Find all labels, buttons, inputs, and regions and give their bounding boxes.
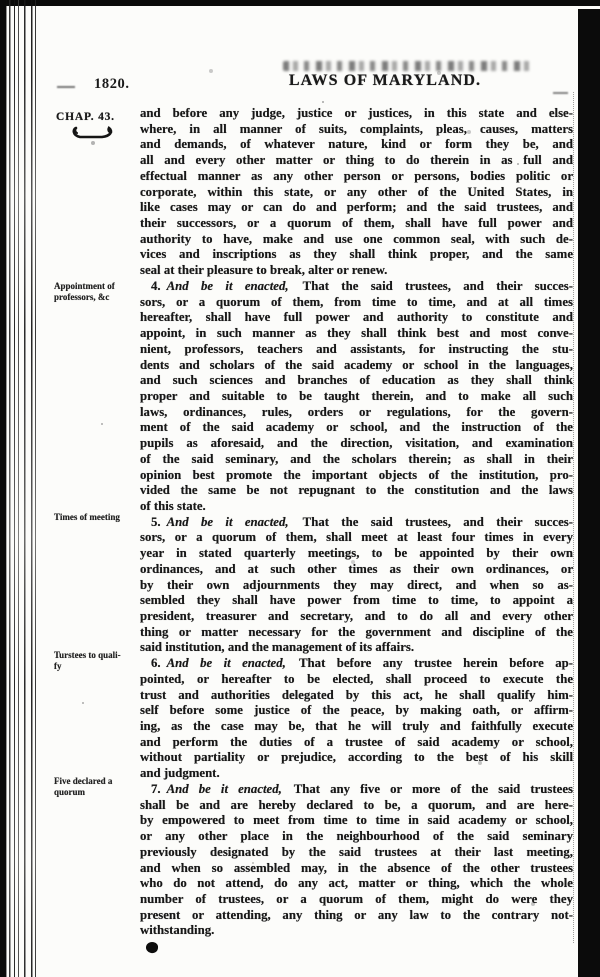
- text-line: proper and suitable to be taught therein, and to make all such: [140, 388, 573, 403]
- text-line: president, treasurer and secretary, and to do all and every other: [140, 609, 573, 623]
- text-line: by their own adjournments they may direct, and when so as-: [140, 577, 573, 592]
- text-line: and perform the duties of a trustee of said academy or school,: [140, 734, 573, 749]
- margin-note-appointment-of-professors: [54, 281, 144, 302]
- text-line: and such sciences and branches of education as they shall think: [140, 373, 573, 388]
- margin-note-line: quorum: [54, 786, 86, 797]
- margin-note-line: professors, &c: [54, 291, 110, 302]
- enacting-clause: And be it enacted,: [166, 656, 286, 671]
- text-line: and before any judge, justice or justices, in this state and else-: [140, 106, 573, 120]
- paragraph-last-line: said institution, and the management of its affairs.: [140, 640, 415, 655]
- section-number: 5.: [151, 514, 161, 529]
- margin-note-trustees-to-qualify: [54, 650, 144, 671]
- text-line: without partiality or prejudice, according to the best of his skill: [140, 750, 573, 765]
- ink-bleed-smudge: [283, 61, 530, 71]
- text-line: hereafter, shall have full power and authority to constitute and: [140, 310, 573, 325]
- statute-text-column: [140, 106, 573, 939]
- statute-section-6: [140, 656, 573, 782]
- text-line: vided the same be not repugnant to the constitution and the laws: [140, 483, 573, 498]
- page-year: 1820.: [94, 76, 130, 92]
- margin-note-five-declared-quorum: [54, 776, 144, 797]
- text-line: self before some justice of the peace, by making oath, or affirm-: [140, 703, 573, 718]
- margin-note-line: Five declared a: [54, 776, 113, 786]
- text-line: vices and inscriptions as they shall think proper, and the same: [140, 247, 573, 262]
- text-line: sors, or a quorum of them, from time to time, and at all times: [140, 294, 573, 309]
- scan-edge-right: [578, 9, 600, 977]
- text-line: sors, or a quorum of them, shall meet at least four times in every: [140, 530, 573, 545]
- paragraph-lines: [140, 530, 573, 640]
- statute-continuation-paragraph: [140, 106, 573, 279]
- text-line: all and every other matter or thing to do therein in as full and: [140, 153, 573, 168]
- text-line: ing, as the case may be, that he will truly and faithfully execute: [140, 719, 573, 734]
- scan-binding-streaks: [5, 0, 36, 977]
- paragraph-lines: [140, 295, 573, 499]
- text-line: year in stated quarterly meetings, to be appointed by their own: [140, 546, 573, 561]
- paragraph-last-line: of this state.: [140, 498, 206, 513]
- text-line: previously designated by the said trustees at their last meeting,: [140, 844, 573, 859]
- text-line: present or attending, any thing or any law to the contrary not-: [140, 907, 573, 922]
- text-line: pointed, or hereafter to be elected, shall proceed to execute the: [140, 671, 573, 686]
- text-line: thing or matter necessary for the government and discipline of the: [140, 624, 573, 639]
- text-line: and when so assembled may, in the absence of the other trustees: [140, 860, 573, 875]
- chapter-label: CHAP. 43.: [56, 111, 115, 123]
- section-first-line: [140, 656, 573, 672]
- margin-note-line: fy: [54, 660, 62, 671]
- scan-edge-left: [0, 0, 6, 977]
- paragraph-lines: [140, 798, 573, 924]
- text-line: nient, professors, teachers and assistants, for instructing the stu-: [140, 341, 573, 356]
- section-first-line: [140, 782, 573, 798]
- text-line: opinion best promote the important objects of the institution, pro-: [140, 467, 573, 482]
- margin-note-line: Appointment of: [54, 281, 115, 291]
- scan-noise-speckles: [0, 0, 2, 2]
- scan-mark: [553, 92, 568, 94]
- section-number: 4.: [151, 278, 161, 293]
- paragraph-last-line: and judgment.: [140, 766, 220, 781]
- statute-section-4: [140, 279, 573, 515]
- section-first-line: [140, 515, 573, 531]
- enacting-clause: And be it enacted,: [166, 278, 289, 293]
- text-line: pupils as aforesaid, and the direction, visitation, and examination: [140, 436, 573, 451]
- first-line-rest: That the said trustees, and their succes-: [290, 278, 573, 293]
- text-line: ment of the said academy or school, and the instruction of the: [140, 420, 573, 435]
- margin-note-times-of-meeting: [54, 512, 144, 523]
- text-line: like cases may or can do and perform; and the said trustees, and: [140, 200, 573, 215]
- text-line: corporate, within this state, or any other of the United States, in: [140, 184, 573, 199]
- text-line: effectual manner as any other person or persons, bodies politic or: [140, 168, 573, 183]
- first-line-rest: That any five or more of the said trustees: [283, 781, 573, 796]
- text-line: their successors, or a quorum of them, shall have full power and: [140, 216, 573, 231]
- text-line: of the said seminary, and the scholars therein; as shall in their: [140, 451, 573, 466]
- ink-blot: [145, 941, 159, 954]
- text-line: appoint, in such manner as they shall think best and most conve-: [140, 326, 573, 341]
- paragraph-lines: [140, 672, 573, 766]
- text-line: shall be and are hereby declared to be, a quorum, and are here-: [140, 797, 573, 812]
- enacting-clause: And be it enacted,: [166, 781, 282, 796]
- text-line: laws, ordinances, rules, orders or regulations, for the govern-: [140, 404, 573, 419]
- text-line: number of trustees, or a quorum of them, might do were they: [140, 891, 573, 906]
- paragraph-last-line: withstanding.: [140, 923, 215, 938]
- margin-note-line: Turstees to quali-: [54, 650, 121, 660]
- first-line-rest: That before any trustee herein before ap-: [287, 656, 573, 671]
- first-line-rest: That the said trustees, and their succes-: [290, 514, 573, 529]
- page-edge-dotted-line: [573, 92, 574, 943]
- section-number: 7.: [151, 781, 161, 796]
- paragraph-lines: [140, 106, 573, 263]
- section-number: 6.: [151, 656, 161, 671]
- text-line: authority to have, make and use one common seal, with such de-: [140, 231, 573, 246]
- text-line: ordinances, and at such other times as their own ordinances, or: [140, 561, 573, 576]
- statute-section-5: [140, 515, 573, 656]
- scan-mark: [57, 86, 75, 88]
- section-brace-ornament: [72, 126, 114, 146]
- section-first-line: [140, 279, 573, 295]
- text-line: or any other place in the neighbourhood of the said seminary: [140, 829, 573, 844]
- text-line: by empowered to meet from time to time in said academy or school,: [140, 813, 573, 828]
- text-line: and demands, of whatever nature, kind or form they be, and: [140, 137, 573, 152]
- text-line: trust and authorities delegated by this act, he shall qualify him-: [140, 687, 573, 702]
- statute-section-7: [140, 782, 573, 939]
- text-line: who do not attend, do any act, matter or thing, which the whole: [140, 876, 573, 891]
- text-line: where, in all manner of suits, complaints, pleas, causes, matters: [140, 121, 573, 136]
- enacting-clause: And be it enacted,: [166, 514, 289, 529]
- text-line: dents and scholars of the said academy or school in the languages,: [140, 357, 573, 372]
- margin-note-line: Times of meeting: [54, 512, 120, 522]
- paragraph-last-line: seal at their pleasure to break, alter or renew.: [140, 263, 388, 278]
- page-title: LAWS OF MARYLAND.: [288, 72, 482, 89]
- scan-edge-top: [0, 0, 600, 6]
- text-line: sembled they shall have power from time to time, to appoint a: [140, 593, 573, 608]
